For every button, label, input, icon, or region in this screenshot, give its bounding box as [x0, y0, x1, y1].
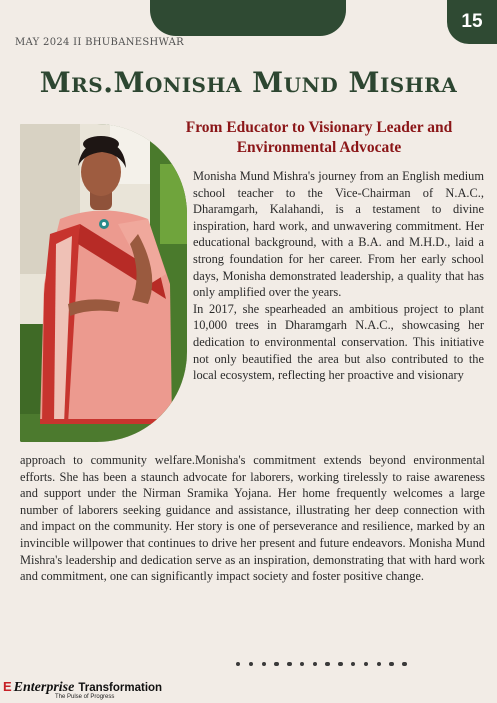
decorative-dot: [274, 662, 278, 666]
article-headline: Mrs.Monisha Mund Mishra: [39, 66, 458, 99]
decorative-dot: [300, 662, 304, 666]
article-body-full-width: approach to community welfare.Monisha's commitment extends beyond environmental efforts. She has been a staunch advocate for laborers, working tirelessly to raise awareness and support under the Nirman Sramika Yojana. Her home frequently welcomes a large number of laborers seeking guidance and assistance, illustrating her deep connection with and impact on the community. Her story is one of perseverance and resilience, marked by an invincible willpower that continues to drive her present and future endeavors. Monisha Mund Mishra's leadership and dedication serve as an inspiration, demonstrating that with hard work and commitment, one can significantly impact society and foster positive change.: [20, 453, 485, 584]
brand-tagline: The Pulse of Progress: [55, 694, 115, 700]
decorative-dot: [325, 662, 329, 666]
decorative-dot: [364, 662, 368, 666]
brand-name: Enterprise: [13, 680, 75, 695]
decorative-dot-row: [236, 662, 407, 666]
decorative-dot: [389, 662, 393, 666]
portrait-photo: [20, 124, 187, 442]
page-number-badge: 15: [447, 0, 497, 44]
decorative-dot: [236, 662, 240, 666]
paragraph: In 2017, she spearheaded an ambitious project to plant 10,000 trees in Dharamgarh N.A.C., showcasing her dedication to environmental conservation. This initiative not only beautified the area but also contributed to the local ecosystem, reflecting her proactive and visionary: [193, 301, 484, 383]
decorative-dot: [249, 662, 253, 666]
header-tab: [150, 0, 346, 36]
brand-subtitle: Transformation: [78, 682, 163, 694]
decorative-dot: [287, 662, 291, 666]
paragraph: Monisha Mund Mishra's journey from an English medium school teacher to the Vice-Chairman of N.A.C., Dharamgarh, Kalahandi, is a testament to divine inspiration, hard work, and unwavering commitment. Her educational background, with a B.A. and M.H.D., laid a strong foundation for her career. From her early school days, Monisha demonstrated leadership, a quality that has only amplified over the years.: [193, 169, 484, 300]
decorative-dot: [402, 662, 406, 666]
decorative-dot: [351, 662, 355, 666]
dateline: MAY 2024 II BHUBANESHWAR: [15, 37, 184, 48]
decorative-dot: [377, 662, 381, 666]
article-subtitle: From Educator to Visionary Leader and Environmental Advocate: [185, 119, 453, 156]
decorative-dot: [313, 662, 317, 666]
decorative-dot: [338, 662, 342, 666]
decorative-dot: [262, 662, 266, 666]
article-body-right-column: [193, 168, 484, 384]
brand-mark: E: [3, 679, 12, 694]
